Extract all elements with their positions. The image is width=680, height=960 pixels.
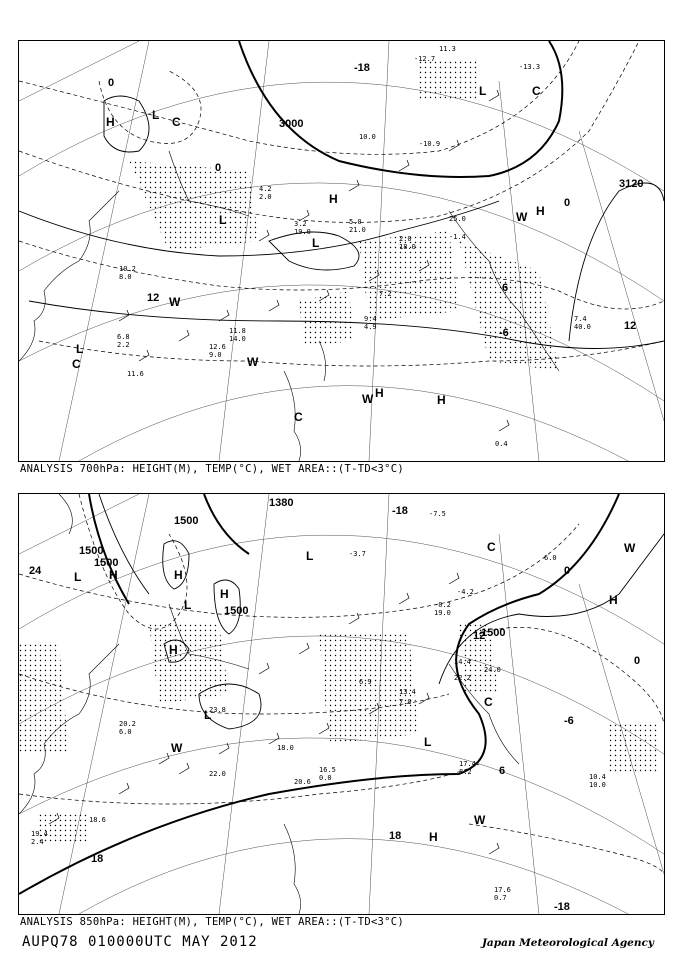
low-center: L	[184, 598, 192, 612]
station-value: 6.0	[544, 554, 557, 562]
station-value: 2.0	[259, 193, 272, 201]
station-value: 0.0	[319, 774, 332, 782]
cold-center: C	[487, 540, 496, 554]
isotherm-label: 0	[564, 565, 571, 577]
station-value: 18.6	[89, 816, 106, 824]
station-value: 14.0	[229, 335, 246, 343]
station-value: 9.4	[364, 315, 377, 323]
warm-center: W	[516, 210, 528, 224]
station-value: 20.6	[294, 778, 311, 786]
station-value: 22.0	[209, 770, 226, 778]
height-labels	[79, 497, 505, 639]
station-value: 18.0	[277, 744, 294, 752]
low-center: L	[479, 84, 487, 98]
height-label: 1500	[174, 515, 199, 527]
station-value: 19.0	[294, 228, 311, 236]
station-value: 7.4	[574, 315, 587, 323]
cold-center: C	[172, 115, 181, 129]
station-value: -0.2	[434, 601, 451, 609]
station-value: -1.4	[449, 233, 466, 241]
station-value: 4.9	[364, 323, 377, 331]
isotherm-label: 0	[564, 197, 571, 209]
station-value: 16.5	[319, 766, 336, 774]
low-center: L	[74, 570, 82, 584]
pressure-centers	[76, 84, 545, 407]
wind-barbs	[49, 573, 499, 854]
station-value: 20.2	[119, 720, 136, 728]
cold-center: C	[532, 84, 541, 98]
height-label: 3120	[619, 178, 644, 190]
station-value: 11.8	[229, 327, 246, 335]
isotherm-label: 18	[389, 830, 402, 842]
station-value: 22.2	[454, 674, 471, 682]
high-center: H	[536, 204, 545, 218]
station-value: 10.0	[359, 133, 376, 141]
station-value: 24.0	[484, 666, 501, 674]
isotherm-label: 6	[502, 282, 509, 294]
height-label: 1500	[224, 605, 249, 617]
station-value: 10.4	[589, 773, 606, 781]
low-center: L	[424, 735, 432, 749]
map-700hpa-canvas	[19, 41, 664, 461]
caption-700hpa: ANALYSIS 700hPa: HEIGHT(M), TEMP(°C), WET AREA::(T-TD<3°C)	[20, 463, 405, 475]
graticule	[19, 41, 664, 461]
high-center: H	[220, 587, 229, 601]
low-center: L	[204, 708, 212, 722]
caption-850hpa: ANALYSIS 850hPa: HEIGHT(M), TEMP(°C), WET AREA::(T-TD<3°C)	[20, 916, 405, 928]
station-value: -10.9	[419, 140, 441, 148]
height-labels	[279, 118, 643, 190]
warm-center: W	[362, 392, 374, 406]
station-value: 40.0	[574, 323, 591, 331]
height-label: 3000	[279, 118, 304, 130]
low-center: L	[312, 236, 320, 250]
warm-center: W	[169, 295, 181, 309]
isotherm-label: -18	[354, 62, 370, 74]
station-value: 8.2	[459, 768, 472, 776]
isotherm-label: 12	[473, 630, 486, 642]
isotherm-label: 0	[215, 162, 222, 174]
station-value: 17.6	[494, 886, 511, 894]
isotherm-label: -6	[499, 327, 509, 339]
warm-center: W	[171, 741, 183, 755]
station-value: 4.2	[259, 185, 272, 193]
station-value: 12.6	[209, 343, 226, 351]
station-value: 0.7	[494, 894, 507, 902]
station-value: 5.0	[349, 218, 362, 226]
station-value: 2.2	[117, 341, 130, 349]
isotherm-label: 24	[29, 565, 42, 577]
bold-height-contour	[239, 41, 562, 177]
high-center: H	[329, 192, 338, 206]
station-value: 6.0	[119, 728, 132, 736]
bold-height-contour	[19, 494, 619, 894]
height-label: 1380	[269, 497, 294, 509]
map-panel-850hpa	[18, 493, 665, 915]
station-value: 3.2	[294, 220, 307, 228]
wet-areas	[129, 61, 559, 371]
warm-center: W	[474, 813, 486, 827]
cold-center: C	[484, 695, 493, 709]
high-center: H	[174, 568, 183, 582]
low-center: L	[219, 213, 227, 227]
high-center: H	[375, 386, 384, 400]
height-label: 1500	[94, 557, 119, 569]
station-value: 7.2	[379, 290, 392, 298]
high-center: H	[437, 393, 446, 407]
station-value: 18.0	[399, 243, 416, 251]
station-value: 23.8	[209, 706, 226, 714]
station-value: -12.7	[414, 55, 436, 63]
cold-center: C	[294, 410, 303, 424]
station-value: 17.4	[459, 760, 476, 768]
station-value: 19.4	[31, 830, 48, 838]
cold-center: C	[72, 357, 81, 371]
high-center: H	[429, 830, 438, 844]
height-label: 1500	[79, 545, 104, 557]
high-center: H	[106, 115, 115, 129]
isotherm-label: -18	[392, 505, 408, 517]
isotherm-label: 0	[634, 655, 641, 667]
high-center: H	[609, 593, 618, 607]
isotherm-label: 12	[147, 292, 160, 304]
high-center: H	[169, 643, 178, 657]
station-value: -13.3	[519, 63, 541, 71]
station-value: 8.0	[119, 273, 132, 281]
isotherm-label: 18	[91, 853, 104, 865]
station-value: 0.4	[495, 440, 508, 448]
low-center: L	[306, 549, 314, 563]
isotherm-label: -18	[554, 901, 570, 913]
height-label: 1500	[481, 627, 506, 639]
station-value: -7.5	[429, 510, 446, 518]
isotherm-label: 6	[499, 765, 506, 777]
station-value: 21.0	[349, 226, 366, 234]
station-value: 11.6	[127, 370, 144, 378]
agency-name: Japan Meteorological Agency	[481, 937, 654, 949]
map-850hpa-canvas	[19, 494, 664, 914]
station-value: 9.0	[209, 351, 222, 359]
station-value: 2.4	[31, 838, 44, 846]
warm-center: W	[624, 541, 636, 555]
station-value: 10.0	[589, 781, 606, 789]
isotherm-label: 0	[108, 77, 115, 89]
station-value: 13.4	[399, 688, 416, 696]
warm-center: W	[247, 355, 259, 369]
high-center: H	[109, 568, 118, 582]
station-value: 25.0	[449, 215, 466, 223]
station-value: 11.3	[439, 45, 456, 53]
station-value: -3.7	[349, 550, 366, 558]
low-center: L	[76, 342, 84, 356]
station-value: 6.9	[359, 678, 372, 686]
chart-code-and-time: AUPQ78 010000UTC MAY 2012	[22, 934, 258, 950]
isotherm-label: -6	[564, 715, 574, 727]
station-value: 2.0	[399, 235, 412, 243]
map-panel-700hpa	[18, 40, 665, 462]
station-value: 14.4	[454, 658, 471, 666]
wet-areas	[19, 624, 659, 844]
station-value: 6.8	[117, 333, 130, 341]
station-value: 10.2	[119, 265, 136, 273]
station-value: -4.2	[457, 588, 474, 596]
low-center: L	[152, 108, 160, 122]
station-value: 7.0	[399, 698, 412, 706]
isotherm-label: 12	[624, 320, 637, 332]
station-value: 19.0	[434, 609, 451, 617]
